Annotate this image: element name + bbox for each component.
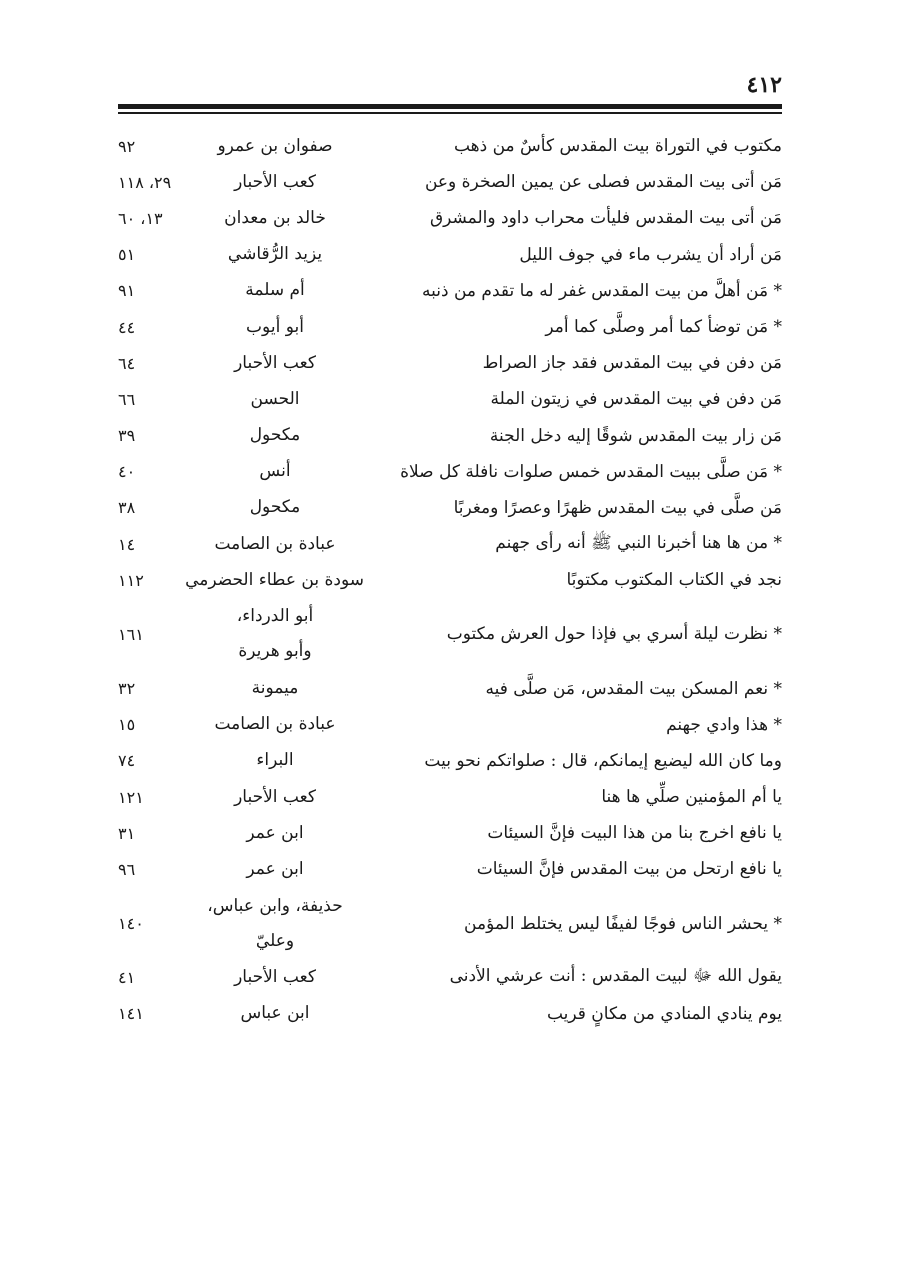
narrator-name: ابن عباس <box>240 1003 310 1024</box>
hadith-text: * مَن أهلَّ من بيت المقدس غفر له ما تقدم من ذنبه <box>422 280 782 301</box>
hadith-text: يا نافع ارتحل من بيت المقدس فإنَّ السيئات <box>476 859 782 880</box>
narrator-cell <box>186 960 364 995</box>
narrator-name: عبادة بن الصامت <box>214 714 336 735</box>
index-row <box>118 851 782 887</box>
page-reference: ١٢١ <box>118 787 144 807</box>
narrator-cell <box>186 852 364 887</box>
page-reference: ٩١ <box>118 281 136 301</box>
index-row <box>118 454 782 490</box>
narrator-cell <box>186 454 364 489</box>
narrator-cell <box>186 129 364 164</box>
index-row <box>118 128 782 164</box>
hadith-text: * نعم المسكن بيت المقدس، مَن صلَّى فيه <box>485 678 782 699</box>
hadith-text: مكتوب في التوراة بيت المقدس كأسٌ من ذهب <box>453 136 782 157</box>
page-number: ٤١٢ <box>746 72 782 98</box>
hadith-text: مَن أراد أن يشرب ماء في جوف الليل <box>519 244 782 265</box>
header-rule-thin <box>118 112 782 114</box>
narrator-name: الحسن <box>250 388 300 409</box>
page-reference: ١٤ <box>118 534 136 554</box>
narrator-name: وعليّ <box>255 930 295 951</box>
narrator-name: أنس <box>259 461 291 482</box>
narrator-name: أبو الدرداء، <box>236 606 314 627</box>
narrator-cell <box>186 237 364 272</box>
hadith-text: وما كان الله ليضيع إيمانكم، قال : صلواتكم نحو بيت <box>424 750 782 771</box>
hadith-text: * مَن توضأ كما أمر وصلَّى كما أمر <box>545 317 782 338</box>
index-row <box>118 996 782 1032</box>
hadith-text: * من ها هنا أخبرنا النبي ﷺ أنه رأى جهنم <box>495 532 782 553</box>
narrator-cell <box>186 201 364 236</box>
page-reference: ٣١ <box>118 823 136 843</box>
hadith-text: مَن دفن في بيت المقدس في زيتون الملة <box>490 389 782 410</box>
index-row <box>118 670 782 706</box>
page-reference: ٩٢ <box>118 136 136 156</box>
index-row <box>118 815 782 851</box>
page-reference: ١٤١ <box>118 1004 144 1024</box>
narrator-cell <box>186 780 364 815</box>
narrator-name: أبو أيوب <box>246 316 304 337</box>
narrator-cell <box>186 707 364 742</box>
narrator-name: ابن عمر <box>246 858 304 879</box>
narrator-name: مكحول <box>249 425 301 446</box>
index-row <box>118 164 782 200</box>
narrator-name: يزيد الرُّقاشي <box>227 244 323 265</box>
index-row <box>118 743 782 779</box>
page-reference: ١٥ <box>118 715 136 735</box>
narrator-name: مكحول <box>249 497 301 518</box>
narrator-name: ابن عمر <box>246 822 304 843</box>
page-reference: ٦٤ <box>118 353 136 373</box>
narrator-cell <box>186 382 364 417</box>
page-reference: ٣٨ <box>118 498 136 518</box>
hadith-text: نجد في الكتاب المكتوب مكتوبًا <box>566 570 782 591</box>
narrator-name: حذيفة، وابن عباس، <box>207 895 343 916</box>
page-reference: ٤٠ <box>118 462 136 482</box>
narrator-cell <box>186 527 364 562</box>
page-reference: ١٤٠ <box>118 914 144 934</box>
hadith-text: يوم ينادي المنادي من مكانٍ قريب <box>546 1003 782 1024</box>
page-reference: ٩٦ <box>118 859 136 879</box>
page-reference: ٥١ <box>118 245 136 265</box>
index-row <box>118 418 782 454</box>
narrator-cell <box>186 743 364 778</box>
page-reference: ١٦١ <box>118 624 144 644</box>
narrator-name: كعب الأحبار <box>234 171 316 192</box>
index-row <box>118 598 782 670</box>
index-row <box>118 345 782 381</box>
hadith-text: * هذا وادي جهنم <box>666 714 782 735</box>
page-reference: ٤١ <box>118 968 136 988</box>
hadith-text: * مَن صلَّى ببيت المقدس خمس صلوات نافلة كل صلاة <box>400 461 782 482</box>
hadith-text: مَن زار بيت المقدس شوقًا إليه دخل الجنة <box>489 425 782 446</box>
hadith-text: يقول الله ﷻ لبيت المقدس : أنت عرشي الأدنى <box>449 966 782 987</box>
index-row <box>118 309 782 345</box>
page-reference: ٣٩ <box>118 426 136 446</box>
page-reference: ٤٤ <box>118 317 136 337</box>
narrator-name: كعب الأحبار <box>234 967 316 988</box>
page-reference: ٢٩، ١١٨ <box>118 172 172 192</box>
narrator-name: وأبو هريرة <box>238 641 312 662</box>
hadith-text: * نظرت ليلة أسري بي فإذا حول العرش مكتوب <box>446 624 782 645</box>
hadith-index-table <box>118 128 782 1032</box>
narrator-name: كعب الأحبار <box>234 352 316 373</box>
narrator-cell <box>186 563 364 598</box>
narrator-cell <box>186 418 364 453</box>
narrator-cell <box>186 273 364 308</box>
hadith-text: يا أم المؤمنين صلِّي ها هنا <box>601 787 782 808</box>
hadith-text: مَن دفن في بيت المقدس فقد جاز الصراط <box>482 353 782 374</box>
narrator-cell <box>186 490 364 525</box>
page-reference: ١٣، ٦٠ <box>118 208 163 228</box>
narrator-name: سودة بن عطاء الحضرمي <box>185 569 364 590</box>
index-row <box>118 237 782 273</box>
hadith-text: مَن أتى بيت المقدس فليأت محراب داود والمشرق <box>429 208 782 229</box>
page-reference: ٦٦ <box>118 389 136 409</box>
header-rule-thick <box>118 104 782 109</box>
index-row <box>118 200 782 236</box>
page-reference: ٧٤ <box>118 751 136 771</box>
narrator-name: صفوان بن عمرو <box>217 135 333 156</box>
narrator-cell <box>186 996 364 1031</box>
narrator-cell <box>186 346 364 381</box>
index-row <box>118 707 782 743</box>
index-row <box>118 526 782 562</box>
narrator-name: عبادة بن الصامت <box>214 533 336 554</box>
page-reference: ١١٢ <box>118 570 144 590</box>
hadith-text: مَن أتى بيت المقدس فصلى عن يمين الصخرة وعن <box>424 172 782 193</box>
narrator-cell <box>186 165 364 200</box>
index-row <box>118 381 782 417</box>
narrator-name: البراء <box>256 750 294 771</box>
hadith-text: مَن صلَّى في بيت المقدس ظهرًا وعصرًا ومغربًا <box>453 497 782 518</box>
narrator-cell <box>186 310 364 345</box>
hadith-text: يا نافع اخرج بنا من هذا البيت فإنَّ السيئات <box>487 823 782 844</box>
narrator-cell <box>186 599 364 669</box>
narrator-name: أم سلمة <box>245 280 305 301</box>
index-row <box>118 779 782 815</box>
index-row <box>118 490 782 526</box>
narrator-cell <box>186 889 364 959</box>
hadith-text: * يحشر الناس فوجًا لفيفًا ليس يختلط المؤمن <box>464 913 782 934</box>
index-row <box>118 960 782 996</box>
narrator-cell <box>186 671 364 706</box>
page-reference: ٣٢ <box>118 679 136 699</box>
index-row <box>118 273 782 309</box>
index-row <box>118 888 782 960</box>
narrator-name: خالد بن معدان <box>224 207 326 228</box>
narrator-cell <box>186 816 364 851</box>
index-row <box>118 562 782 598</box>
narrator-name: كعب الأحبار <box>234 786 316 807</box>
narrator-name: ميمونة <box>251 678 299 699</box>
